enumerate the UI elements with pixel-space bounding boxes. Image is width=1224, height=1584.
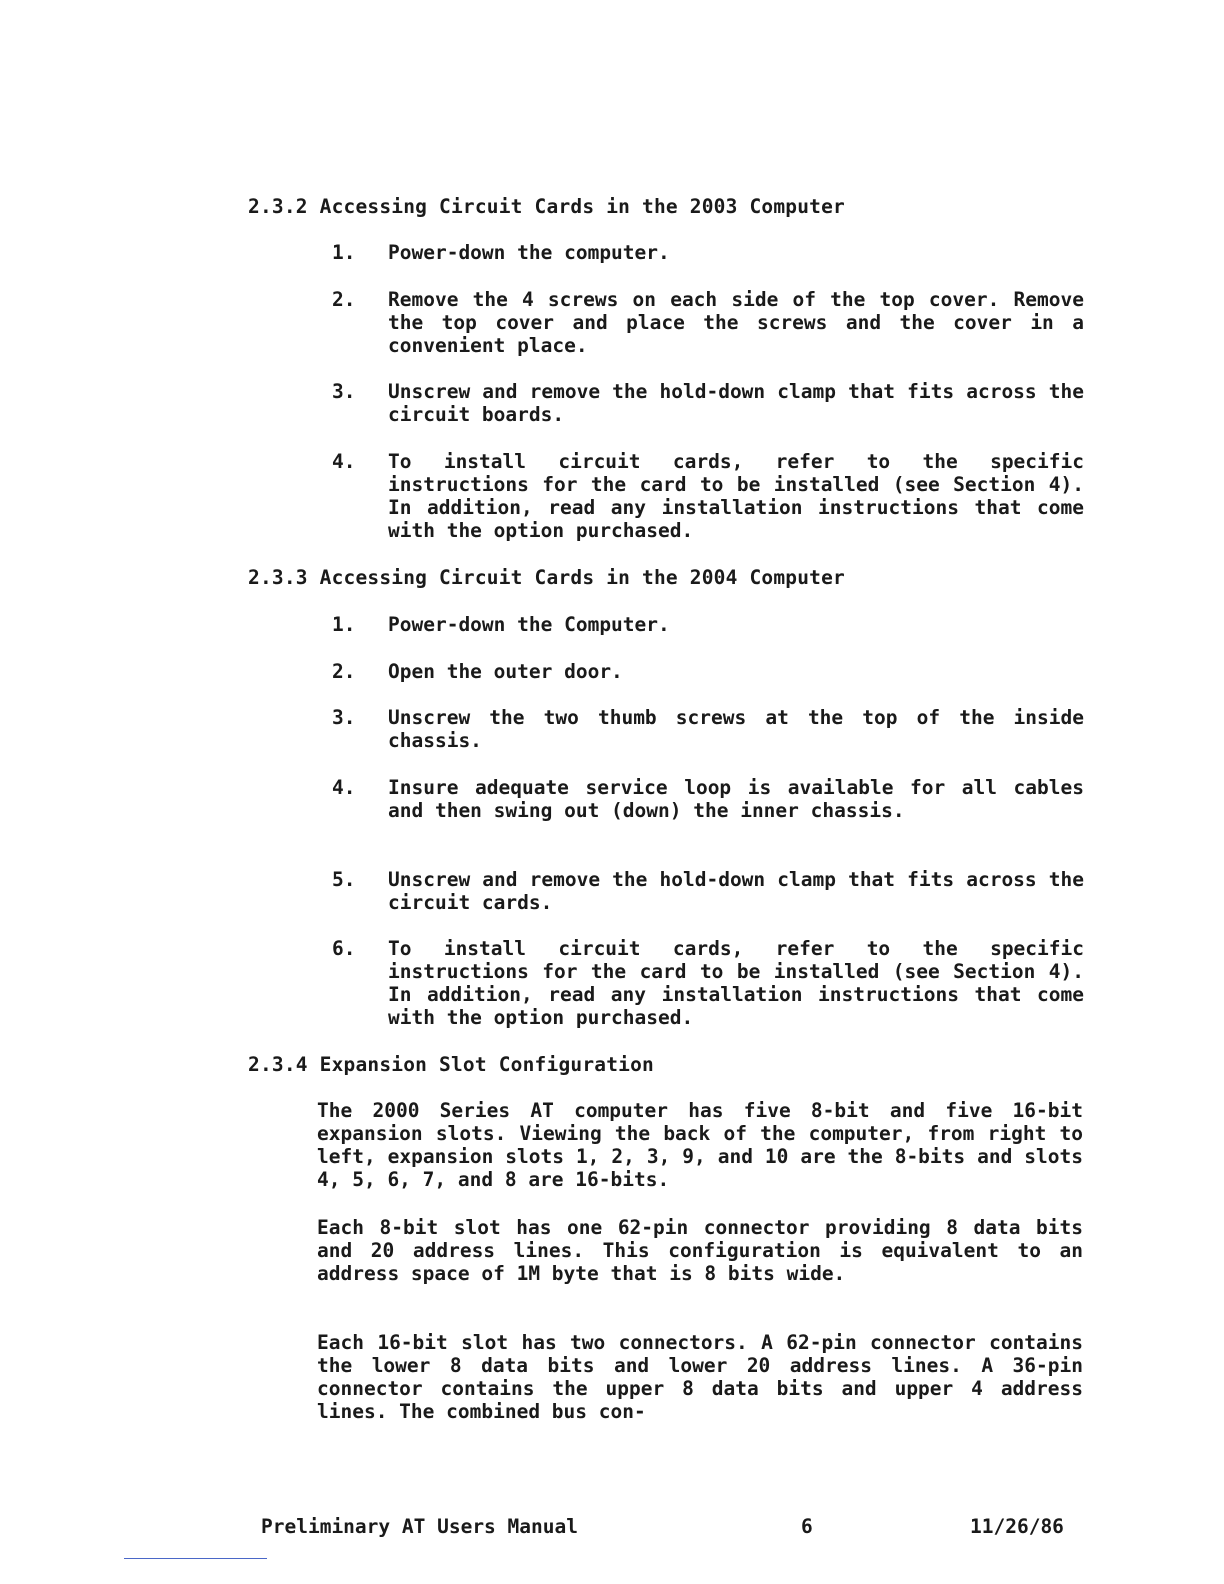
body-paragraph: The 2000 Series AT computer has five 8-bit and five 16-bit expansion slots. Viewing the back of the computer, from right to left, expansion slots 1, 2, 3, 9, and 10 are the 8-bits and slots 4, 5, 6, 7, and 8 are 16-bits. bbox=[317, 1099, 1083, 1191]
step-number: 2. bbox=[332, 288, 356, 311]
step-number: 5. bbox=[332, 868, 356, 891]
step-text: Unscrew and remove the hold-down clamp that fits across the circuit boards. bbox=[388, 380, 1084, 426]
footer-date: 11/26/86 bbox=[970, 1515, 1064, 1538]
step-text: Unscrew and remove the hold-down clamp that fits across the circuit cards. bbox=[388, 868, 1084, 914]
step-text: Open the outer door. bbox=[388, 660, 623, 683]
step-text: To install circuit cards, refer to the specific instructions for the card to be installed (see Section 4). In addition, read any installation instructions that come with the option purchased. bbox=[388, 937, 1084, 1029]
step-number: 4. bbox=[332, 776, 356, 799]
step-text: Power-down the computer. bbox=[388, 241, 670, 264]
bottom-rule bbox=[124, 1558, 267, 1559]
step-text: To install circuit cards, refer to the specific instructions for the card to be installed (see Section 4). In addition, read any installation instructions that come with the option purchased. bbox=[388, 450, 1084, 542]
step-text: Unscrew the two thumb screws at the top of the inside chassis. bbox=[388, 706, 1084, 752]
step-text: Insure adequate service loop is available for all cables and then swing out (down) the inner chassis. bbox=[388, 776, 1084, 822]
section-heading-2-3-3: 2.3.3 Accessing Circuit Cards in the 2004 Computer bbox=[248, 566, 845, 589]
step-number: 6. bbox=[332, 937, 356, 960]
step-number: 3. bbox=[332, 380, 356, 403]
body-paragraph: Each 8-bit slot has one 62-pin connector providing 8 data bits and 20 address lines. This configuration is equivalent to an address space of 1M byte that is 8 bits wide. bbox=[317, 1216, 1083, 1285]
step-text: Power-down the Computer. bbox=[388, 613, 670, 636]
step-number: 4. bbox=[332, 450, 356, 473]
step-number: 2. bbox=[332, 660, 356, 683]
step-number: 3. bbox=[332, 706, 356, 729]
step-number: 1. bbox=[332, 613, 356, 636]
footer-title: Preliminary AT Users Manual bbox=[261, 1515, 578, 1538]
step-number: 1. bbox=[332, 241, 356, 264]
body-paragraph: Each 16-bit slot has two connectors. A 62-pin connector contains the lower 8 data bits and lower 20 address lines. A 36-pin connector contains the upper 8 data bits and upper 4 address lines. The combined bus con- bbox=[317, 1331, 1083, 1423]
section-heading-2-3-4: 2.3.4 Expansion Slot Configuration bbox=[248, 1053, 654, 1076]
step-text: Remove the 4 screws on each side of the top cover. Remove the top cover and place the screws and the cover in a convenient place. bbox=[388, 288, 1084, 357]
section-heading-2-3-2: 2.3.2 Accessing Circuit Cards in the 2003 Computer bbox=[248, 195, 845, 218]
footer-page-number: 6 bbox=[801, 1515, 813, 1538]
